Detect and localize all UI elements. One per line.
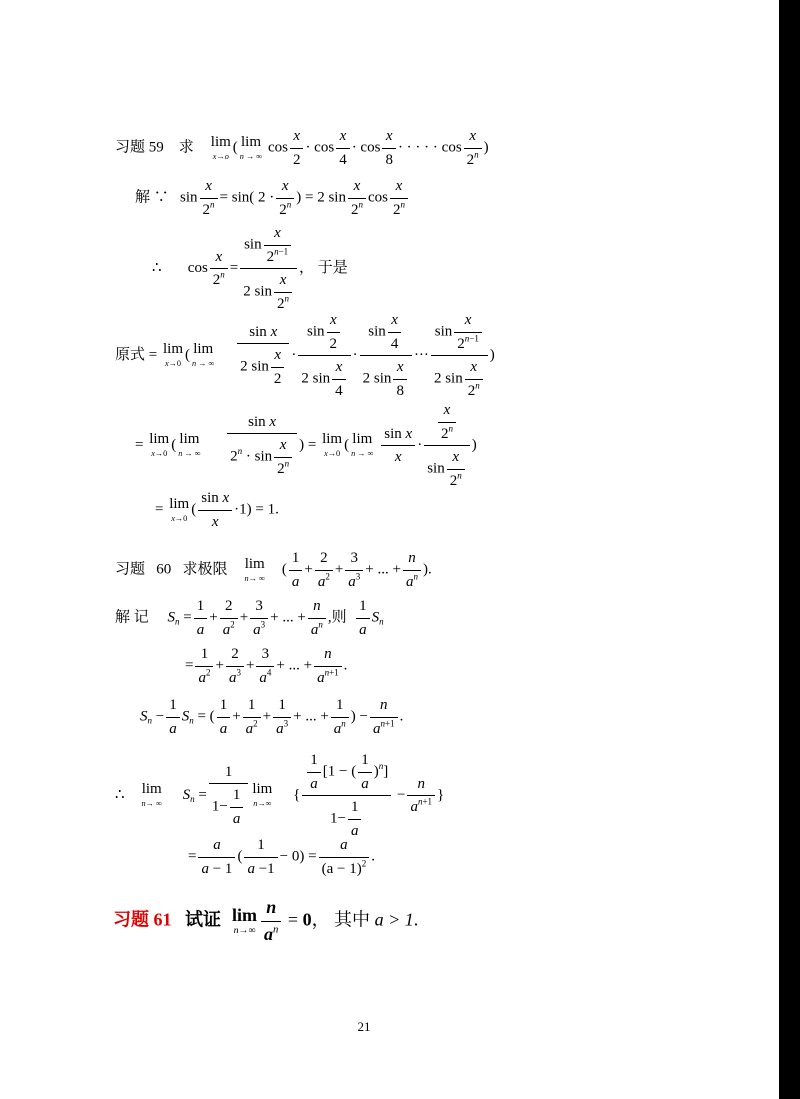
problem-61-statement: 习题 61 试证 lim n→∞ $\frac{n}{a^n}$ = 0， 其中 a > 1. — [113, 897, 419, 944]
problem-59-cos-relation: ∴ cos $\frac{x}{2^n}$ = sin $\frac{x}{2^{n-1}}$ 2 sin $\frac{x}{2^n}$ ， 于是 — [152, 225, 348, 312]
problem-60-ze: ,则 — [327, 609, 347, 626]
problem-60-number: 60 — [156, 561, 172, 578]
problem-59-original-label: 原式 — [115, 346, 146, 363]
problem-60-limit: ∴ lim n→ ∞ $S_n$ = 1 1− $\frac{1}{a}$ lim n→∞ { $\frac{1}{a}$ [1 − ( $\frac{1}{a}$ )$^n$] 1− $\frac{1}{a}$ − $\frac{n}{a^{n+1}}$ } — [115, 752, 445, 839]
problem-60-therefore: ∴ — [115, 786, 125, 803]
problem-61-value: 0 — [302, 909, 312, 930]
problem-59-yushi: ， 于是 — [299, 259, 348, 276]
problem-59-therefore: ∴ — [152, 259, 162, 276]
problem-60-sn-over-a: = $\frac{1}{a^2}$ + $\frac{2}{a^3}$ + $\frac{3}{a^4}$ + ... + $\frac{n}{a^{n+1}}$ . — [185, 646, 348, 686]
problem-60-define-sn: 解 记 $S_n$ = $\frac{1}{a}$ + $\frac{2}{a^2}$ + $\frac{3}{a^3}$ + ... + $\frac{n}{a^n}$ ,则 $\frac{1}{a}$ $S_n$ — [115, 598, 384, 638]
problem-60-result-denominator: (a − 1) — [321, 860, 362, 877]
problem-60-difference: $S_n$ − $\frac{1}{a}$ $S_n$ = ( $\frac{1}{a}$ + $\frac{1}{a^2}$ + $\frac{1}{a^3}$ + ... + $\frac{1}{a^n}$ ) − $\frac{n}{a^{n+1}}$ . — [140, 697, 404, 737]
problem-61-verb: 试证 — [185, 909, 221, 930]
problem-59-simplification: = lim x→0 ( lim n → ∞ sin x $2^n \cdot \sin$ $\frac{x}{2^n}$ ) = lim x→0 ( lim n → ∞ $\frac{\text{sin x}}{x}$ · $\frac{x}{2^n}$ sin $\frac{x}{2^n}$ ) — [135, 402, 477, 489]
problem-59-statement: 习题 59 求 lim x→o ( lim n → ∞ cos $\frac{x}{2}$ · cos $\frac{x}{4}$ · cos $\frac{x}{8}$ · · · · · cos $\frac{x}{2^n}$ ) — [115, 128, 489, 168]
page-right-border — [779, 0, 800, 1099]
problem-59-result-value: 1 — [267, 501, 276, 518]
problem-59-verb: 求 — [178, 139, 194, 156]
problem-60-label: 习题 — [115, 561, 146, 578]
problem-59-expansion: 原式 = lim x→0 ( lim n → ∞ sin x 2 sin $\frac{x}{2}$ · sin $\frac{x}{2}$ 2 sin $\frac{x}{4}$ · sin $\frac{x}{4}$ 2 sin $\frac{x}{8}$ ··· sin $\frac{x}{2^{n-1}}$ 2 sin $\frac{x}{2^n}$ ) — [115, 312, 495, 399]
problem-61-condition: a > 1 — [374, 909, 414, 930]
page-number: 21 — [357, 1019, 371, 1034]
problem-61-label: 习题 61 — [113, 909, 172, 930]
problem-59-identity: 解 ∵ sin $\frac{x}{2^n}$ = sin( 2 · $\frac{x}{2^n}$ ) = 2 sin $\frac{x}{2^n}$ cos $\frac{x}{2^n}$ — [135, 178, 410, 218]
problem-59-result: = lim x→0 ( $\frac{\text{sin x}}{x}$ ·1) = 1. — [155, 490, 279, 530]
problem-60-result: = $\frac{a}{a - 1}$ ( $\frac{1}{a -1}$ − 0) = $\frac{a}{(a - 1)^2}$ . — [188, 837, 375, 877]
problem-59-solution-label: 解 ∵ — [135, 189, 169, 206]
problem-60-verb: 求极限 — [182, 561, 228, 578]
problem-59-label: 习题 59 — [115, 139, 164, 156]
problem-60-statement: 习题 60 求极限 lim n→ ∞ ( $\frac{1}{a}$ + $\frac{2}{a^2}$ + $\frac{3}{a^3}$ + ... + $\frac{n}{a^n}$ ). — [115, 550, 432, 590]
problem-61-condition-prefix: ， 其中 — [311, 909, 371, 930]
problem-60-solution-label: 解 记 — [115, 609, 149, 626]
